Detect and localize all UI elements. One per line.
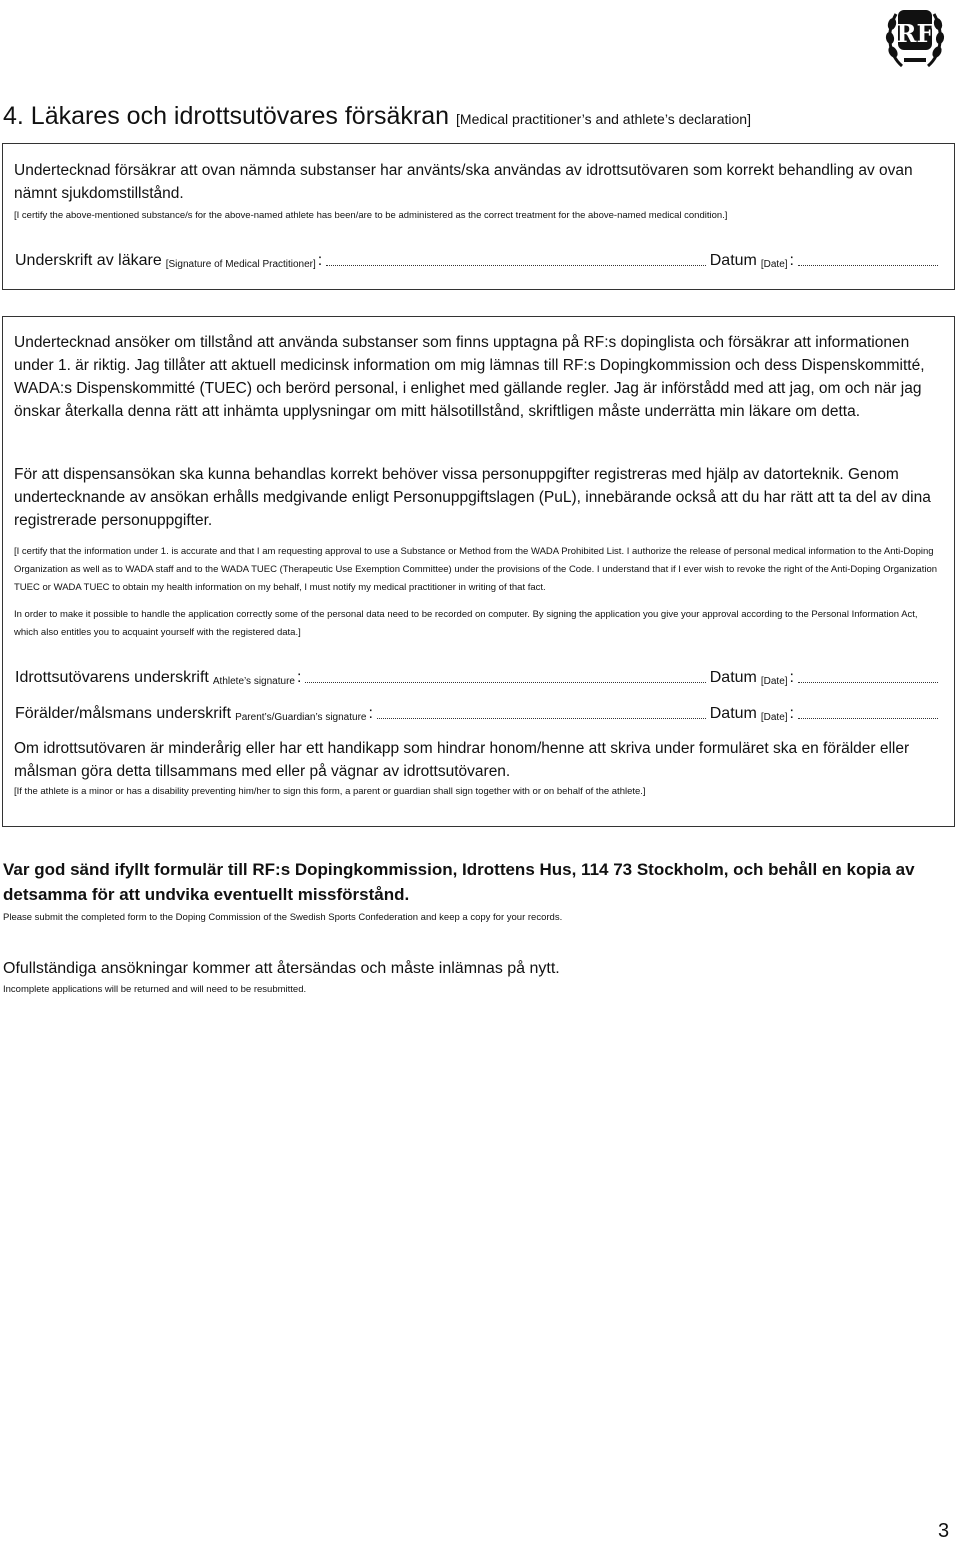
practitioner-date-label-en: [Date]: [760, 259, 788, 270]
athlete-signature-label: Idrottsutövarens underskrift: [15, 669, 209, 686]
practitioner-declaration-en: [I certify the above-mentioned substance/s for the above-named athlete has been/are to be administered as the correct treatment for the above-named medical condition.]: [14, 210, 728, 221]
practitioner-declaration-sv: Undertecknad försäkrar att ovan nämnda substanser har använts/ska användas av idrottsutövaren som korrekt behandling av ovan nämnt sjukdomstillstånd.: [14, 162, 913, 202]
rf-logo-icon: [884, 2, 946, 74]
athlete-declaration-box: [2, 316, 955, 827]
athlete-date-label: Datum: [709, 669, 757, 686]
athlete-declaration-paragraph1-en: [I certify that the information under 1. is accurate and that I am requesting approval to use a Substance or Method from the WADA Prohibited List. I authorize the release of personal medical information to the Anti-Doping Organization as well as to WADA staff and to the WADA TUEC (Therapeutic Use Exemption Committee) under the provisions of the Code. I understand that if I ever wish to revoke the right of the Anti-Doping Organization TUEC or WADA TUEC to obtain my health information on my behalf, I must notify my medical practitioner in writing of that fact.: [14, 546, 938, 593]
guardian-signature-label-en: Parent’s/Guardian’s signature: [235, 712, 367, 723]
athlete-signature-label-en: Athlete’s signature: [212, 676, 295, 687]
practitioner-signature-label-en: [Signature of Medical Practitioner]: [165, 259, 316, 270]
section-title-en: [Medical practitioner’s and athlete’s declaration]: [456, 111, 751, 127]
practitioner-declaration-box: [2, 143, 955, 290]
practitioner-signature-field[interactable]: [326, 264, 705, 266]
athlete-declaration-paragraph2-sv: För att dispensansökan ska kunna behandlas korrekt behöver vissa personuppgifter registreras med hjälp av datorteknik. Genom undertecknande av ansökan erhålls medgivande enligt Personuppgiftslagen (PuL), innebärande också att du har rätt att ta del av dina registrerade personuppgifter.: [14, 466, 931, 529]
page-number: 3: [938, 1520, 950, 1542]
athlete-signature-field[interactable]: [305, 681, 705, 683]
section-title-sv: 4. Läkares och idrottsutövares försäkran: [3, 102, 450, 130]
athlete-signature-row: [15, 665, 942, 687]
colon: :: [789, 705, 794, 722]
guardian-signature-label: Förälder/målsmans underskrift: [15, 705, 232, 722]
submit-instructions-en: Please submit the completed form to the Doping Commission of the Swedish Sports Confederation and keep a copy for your records.: [3, 912, 563, 923]
practitioner-signature-row: [15, 248, 942, 270]
practitioner-date-label: Datum: [709, 252, 757, 269]
athlete-date-field[interactable]: [798, 681, 938, 683]
practitioner-signature-label: Underskrift av läkare: [15, 252, 162, 269]
colon: :: [317, 252, 323, 269]
colon: :: [789, 669, 794, 686]
guardian-date-label: Datum: [709, 705, 757, 722]
guardian-date-field[interactable]: [798, 717, 938, 719]
guardian-date-label-en: [Date]: [760, 712, 788, 723]
athlete-declaration-paragraph1-sv: Undertecknad ansöker om tillstånd att använda substanser som finns upptagna på RF:s dopinglista och försäkrar att informationen under 1. är riktig. Jag tillåter att aktuell medicinsk information om mig lämnas till RF:s Dopingkommission och dess Dispenskommitté, WADA:s Dispenskommitté (TUEC) och berörd personal, i enlighet med gällande regler. Jag är införstådd med att jag, om och när jag önskar återkalla denna rätt att inhämta upplysningar om mitt hälsotillstånd, skriftligen måste underrätta min läkare om detta.: [14, 334, 925, 420]
colon: :: [368, 705, 373, 722]
submit-instructions-sv: Var god sänd ifyllt formulär till RF:s Dopingkommission, Idrottens Hus, 114 73 Stockholm, och behåll en kopia av detsamma för att undvika eventuellt missförstånd.: [3, 860, 915, 904]
incomplete-notice-en: Incomplete applications will be returned and will need to be resubmitted.: [3, 984, 307, 995]
incomplete-notice-sv: Ofullständiga ansökningar kommer att återsändas och måste inlämnas på nytt.: [3, 960, 560, 977]
colon: :: [296, 669, 302, 686]
colon: :: [789, 252, 794, 269]
minor-note-sv: Om idrottsutövaren är minderårig eller har ett handikapp som hindrar honom/henne att skriva under formuläret ska en förälder eller målsman göra detta tillsammans med eller på vägnar av idrottsutövaren.: [14, 740, 910, 780]
svg-text:RF: RF: [896, 19, 934, 48]
athlete-date-label-en: [Date]: [760, 676, 788, 687]
section-title: [3, 100, 751, 135]
guardian-signature-field[interactable]: [377, 717, 706, 719]
practitioner-date-field[interactable]: [798, 264, 938, 266]
athlete-declaration-paragraph2-en: In order to make it possible to handle the application correctly some of the personal data need to be recorded on computer. By signing the application you give your approval according to the Personal Information Act, which also entitles you to acquaint yourself with the registered data.]: [14, 609, 918, 638]
guardian-signature-row: [15, 701, 942, 723]
minor-note-en: [If the athlete is a minor or has a disability preventing him/her to sign this form, a parent or guardian shall sign together with or on behalf of the athlete.]: [14, 786, 646, 797]
